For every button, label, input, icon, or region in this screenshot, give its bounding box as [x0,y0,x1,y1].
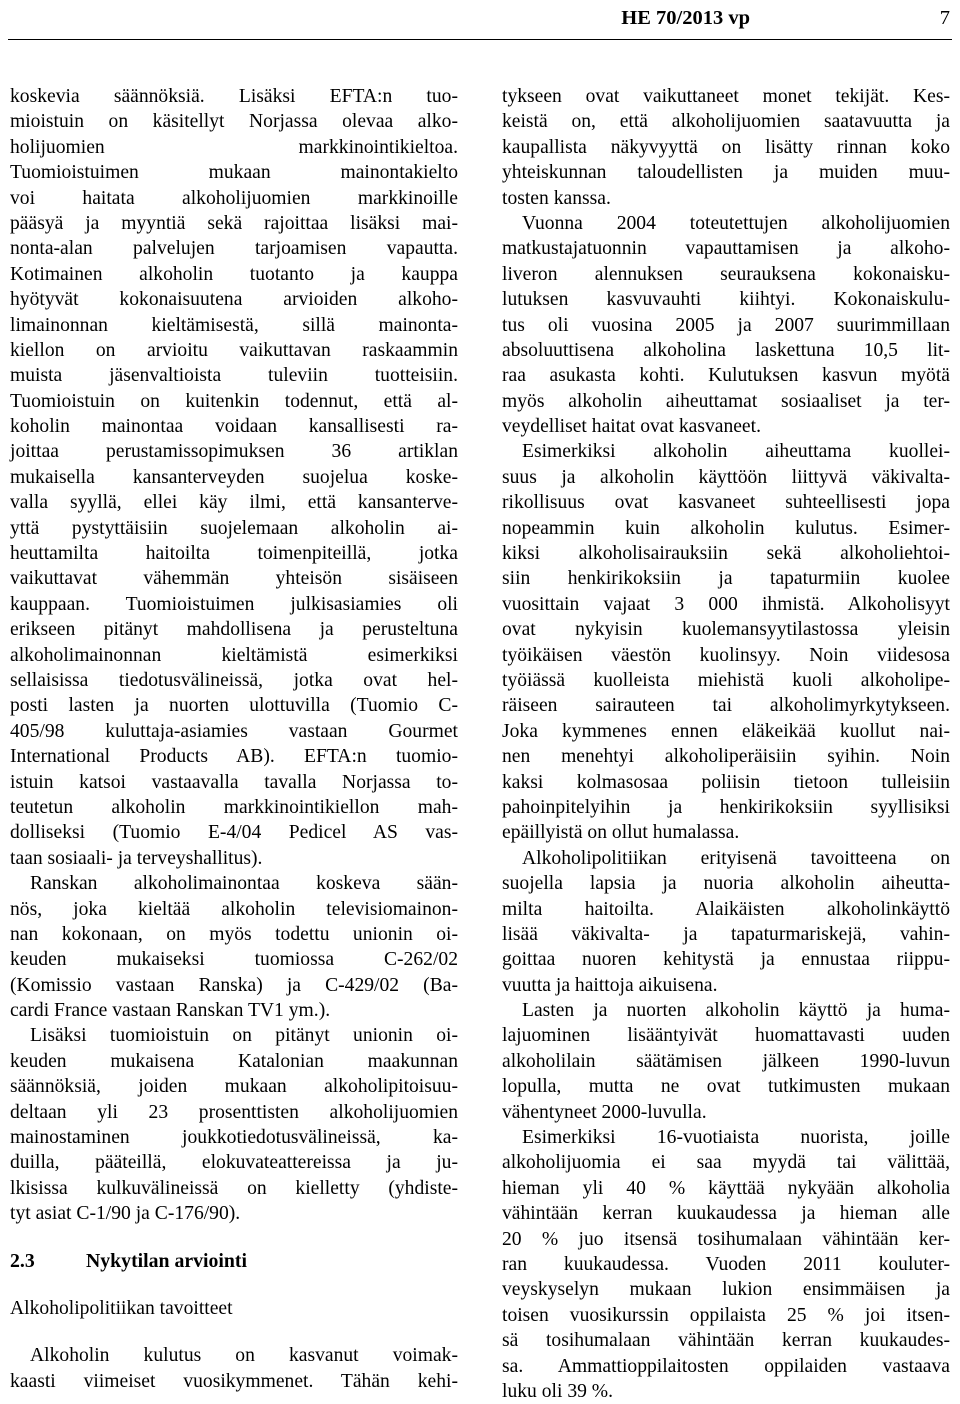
text-line: posti lasten ja nuorten ulottuvilla (Tuomio C- [10,695,458,717]
text-line: cardi France vastaan Ranskan TV1 ym.). [10,1000,331,1022]
text-line: voi haitata alkoholijuomien markkinoille [10,187,458,209]
text-line: tosten kanssa. [502,187,611,209]
text-line: koskevia säännöksiä. Lisäksi EFTA:n tuo- [10,86,458,107]
text-line: mukaisella kansanterveyden suojelua koske- [10,466,458,488]
paragraph [10,84,458,871]
text-line: taan sosiaali- ja terveyshallitus). [10,847,263,869]
text-line: keuden mukaisena Katalonian maakunnan [10,1050,458,1072]
text-line: muista jäsenvaltioista tuleviin tuotteisiin. [10,365,458,387]
text-line: vaikuttavat vähemmän yhteisön sisäiseen [10,568,458,590]
text-line: Vuonna 2004 toteutettujen alkoholijuomien [522,212,950,234]
text-line: suojella lapsia ja nuoria alkoholin aiheutta- [502,873,950,895]
text-line: pääsyä ja myyntiä sekä rajoittaa lisäksi mai- [10,212,458,234]
paragraph [502,211,950,440]
text-line: International Products AB). EFTA:n tuomio- [10,746,458,768]
document-identifier: HE 70/2013 vp [621,7,750,29]
text-line: räiseen sairauteen tai alkoholimyrkytykseen. [502,695,950,717]
text-line: Esimerkiksi 16-vuotiaista nuorista, joille [522,1127,950,1149]
text-line: limainonnan kieltämisestä, sillä mainonta- [10,314,458,336]
text-line: tyt asiat C-1/90 ja C-176/90). [10,1203,241,1225]
spacer [10,1274,458,1296]
text-line: Lisäksi tuomioistuin on pitänyt unionin oi- [30,1025,458,1047]
text-line: deltaan yli 23 prosenttisten alkoholijuomien [10,1101,458,1123]
text-line: Tuomioistuin on kuitenkin todennut, että al- [10,390,458,412]
text-line: kauppaan. Tuomioistuimen julkisasiamies oli [10,593,458,615]
text-line: vähintään kerran kuukaudessa ja hieman alle [502,1203,950,1225]
text-line: tus oli vuosina 2005 ja 2007 suurimmillaan [502,314,950,336]
text-line: duilla, pääteillä, elokuvateattereissa ja ju- [10,1152,458,1174]
text-line: lkisissa kulkuvälineissä on kielletty (yhdiste- [10,1177,458,1199]
text-line: milta haitoilta. Alaikäisten alkoholinkäyttö [502,898,950,920]
spacer [10,1227,458,1249]
text-line: mainostaminen joukkotiedotusvälineissä, ka- [10,1127,458,1149]
text-line: sa. Ammattioppilaitosten oppilaiden vastaava [502,1355,950,1377]
text-line: epäillyistä on ollut humalassa. [502,822,740,844]
text-line: kiellon on arvioitu vaikuttavan raskaammin [10,339,458,361]
paragraph [502,439,950,845]
text-line: nopeammin kuin alkoholin kulutus. Esimer- [502,517,950,539]
text-line: pahoinpitelyihin ja henkirikoksiin syyllisiksi [502,796,950,818]
text-line: heuttamilta haitoilta toimenpiteillä, jotka [10,543,458,565]
text-line: lajuominen lisääntyivät huomattavasti uuden [502,1025,950,1047]
right-column [502,84,950,1404]
text-line: raa asukasta kohti. Kulutuksen kasvun myötä [502,365,950,387]
text-line: ran kuukaudessa. Vuoden 2011 kouluter- [502,1253,950,1275]
text-line: (Komissio vastaan Ranska) ja C-429/02 (Ba- [10,974,458,996]
text-line: nös, joka kieltää alkoholin televisiomainon- [10,898,458,920]
text-line: kaksi kolmasosaa poliisin tietoon tulleisiin [502,771,950,793]
text-line: absoluuttisena alkoholina laskettuna 10,5 lit- [502,339,950,361]
text-line: Joka kymmenes ennen eläkeikää kuollut nai- [502,720,950,742]
text-line: ovat nykyisin kuolemansyytilastossa yleisin [502,619,950,641]
text-line: veydelliset haitat ovat kasvaneet. [502,416,761,438]
paragraph [10,1023,458,1226]
paragraph [502,1125,950,1404]
text-line: säännöksiä, joiden mukaan alkoholipitoisuu- [10,1076,458,1098]
left-column [10,84,458,1394]
text-line: kaasti viimeiset vuosikymmenet. Tähän kehi- [10,1370,458,1392]
text-line: siin henkirikoksiin ja tapaturmiin kuolee [502,568,950,590]
text-line: luku oli 39 %. [502,1380,614,1402]
text-line: alkoholijuomia ei saa myydä tai välittää, [502,1152,950,1174]
text-line: Esimerkiksi alkoholin aiheuttama kuollei- [522,441,950,463]
text-line: työiässä kuolleista miehistä kuoli alkoholipe- [502,669,950,691]
text-line: Tuomioistuimen mukaan mainontakielto [10,162,458,184]
text-line: liveron alennuksen seurauksena kokonaisku- [502,263,950,285]
text-line: suus ja alkoholin käyttöön liittyvä väkivalta- [502,466,950,488]
text-line: hieman yli 40 % käyttää nykyään alkoholia [502,1177,950,1199]
text-line: sellaisissa tiedotusvälineissä, jotka ovat hel- [10,669,458,691]
text-line: kaupallista näkyvyyttä on lisätty rinnan koko [502,136,950,158]
header-divider [8,39,952,40]
text-line: tykseen ovat vaikuttaneet monet tekijät. Kes- [502,86,950,107]
text-line: yhteiskunnan taloudellisten ja muiden muu- [502,162,950,184]
text-line: veyskyselyn mukaan lukion ensimmäisen ja [502,1279,950,1301]
text-line: mioistuin on käsitellyt Norjassa olevaa alko- [10,111,458,133]
text-line: Kotimainen alkoholin tuotanto ja kauppa [10,263,458,285]
text-line: toisen vuosikurssin oppilaista 25 % joi itsen- [502,1304,950,1326]
text-line: koholin mainontaa voidaan kansallisesti ra- [10,416,458,438]
text-line: 20 % juo itsensä tosihumalaan vähintään ker- [502,1228,950,1250]
paragraph [502,84,950,211]
text-line: keuden mukaiseksi tuomiossa C-262/02 [10,949,458,971]
text-line: sä tosihumalaan vähintään kerran kuukaudes- [502,1330,950,1352]
text-line: goittaa nuoren kehitystä ja ennustaa riippu- [502,949,950,971]
spacer [10,1321,458,1343]
text-line: kiksi alkoholisairauksiin sekä alkoholiehtoi- [502,543,950,565]
text-line: nen menehtyi alkoholiperäisiin syihin. Noin [502,746,950,768]
text-line: istuin katsoi vastaavalla tavalla Norjassa to- [10,771,458,793]
paragraph [10,871,458,1023]
text-line: Alkoholipolitiikan erityisenä tavoitteena on [522,847,950,869]
text-line: lisää väkivalta- ja tapaturmariskejä, vahin- [502,923,950,945]
text-line: yttä pystyttäisiin suojelemaan alkoholin ai- [10,517,458,539]
page-header [0,6,960,36]
text-line: dolliseksi (Tuomio E-4/04 Pedicel AS vas- [10,822,458,844]
paragraph [10,1343,458,1394]
text-line: vähentyneet 2000-luvulla. [502,1101,707,1123]
paragraph [502,846,950,998]
section-heading [10,1249,458,1274]
text-line: joittaa perustamissopimuksen 36 artiklan [10,441,458,463]
text-line: holijuomien markkinointikieltoa. [10,136,458,158]
text-line: alkoholimainonnan kieltämistä esimerkiksi [10,644,458,666]
text-line: työikäisen väestön kuolinsyy. Noin viidesosa [502,644,950,666]
text-line: myös alkoholin aiheuttamat sosiaaliset ja ter- [502,390,950,412]
text-line: hyötyvät kokonaisuutena arvioiden alkoho- [10,289,458,311]
text-line: vuosittain vajaat 3 000 ihmistä. Alkoholisyyt [502,593,950,615]
text-line: nan kokonaan, on myös todettu unionin oi- [10,923,458,945]
text-line: matkustajatuonnin vapauttamisen ja alkoho- [502,238,950,260]
text-line: Lasten ja nuorten alkoholin käyttö ja huma- [522,1000,950,1022]
text-line: Alkoholin kulutus on kasvanut voimak- [30,1345,458,1367]
text-line: teutetun alkoholin markkinointikiellon mah- [10,796,458,818]
text-line: rikollisuus ovat kasvaneet suhteellisesti jopa [502,492,950,514]
text-line: nonta-alan palvelujen tarjoamisen vapautta. [10,238,458,260]
text-line: 405/98 kuluttaja-asiamies vastaan Gourmet [10,720,458,742]
text-line: erikseen pitänyt mahdollisena ja perusteltuna [10,619,458,641]
text-line: vuutta ja haittoja aikuisena. [502,974,718,996]
text-line: lutuksen kasvuvauhti kiihtyi. Kokonaiskulu- [502,289,950,311]
subheading: Alkoholipolitiikan tavoitteet [10,1297,233,1319]
section-title: Nykytilan arviointi [86,1249,248,1272]
text-line: Ranskan alkoholimainontaa koskeva sään- [30,873,458,895]
page-number: 7 [939,7,950,29]
text-line: alkoholilain säätämisen jälkeen 1990-luvun [502,1050,950,1072]
text-line: lopulla, mutta ne ovat tutkimusten mukaan [502,1076,950,1098]
section-number: 2.3 [10,1249,35,1272]
text-line: valla syyllä, ellei käy ilmi, että kansanterve- [10,492,458,514]
paragraph [502,998,950,1125]
text-line: keistä on, että alkoholijuomien saatavuutta ja [502,111,950,133]
